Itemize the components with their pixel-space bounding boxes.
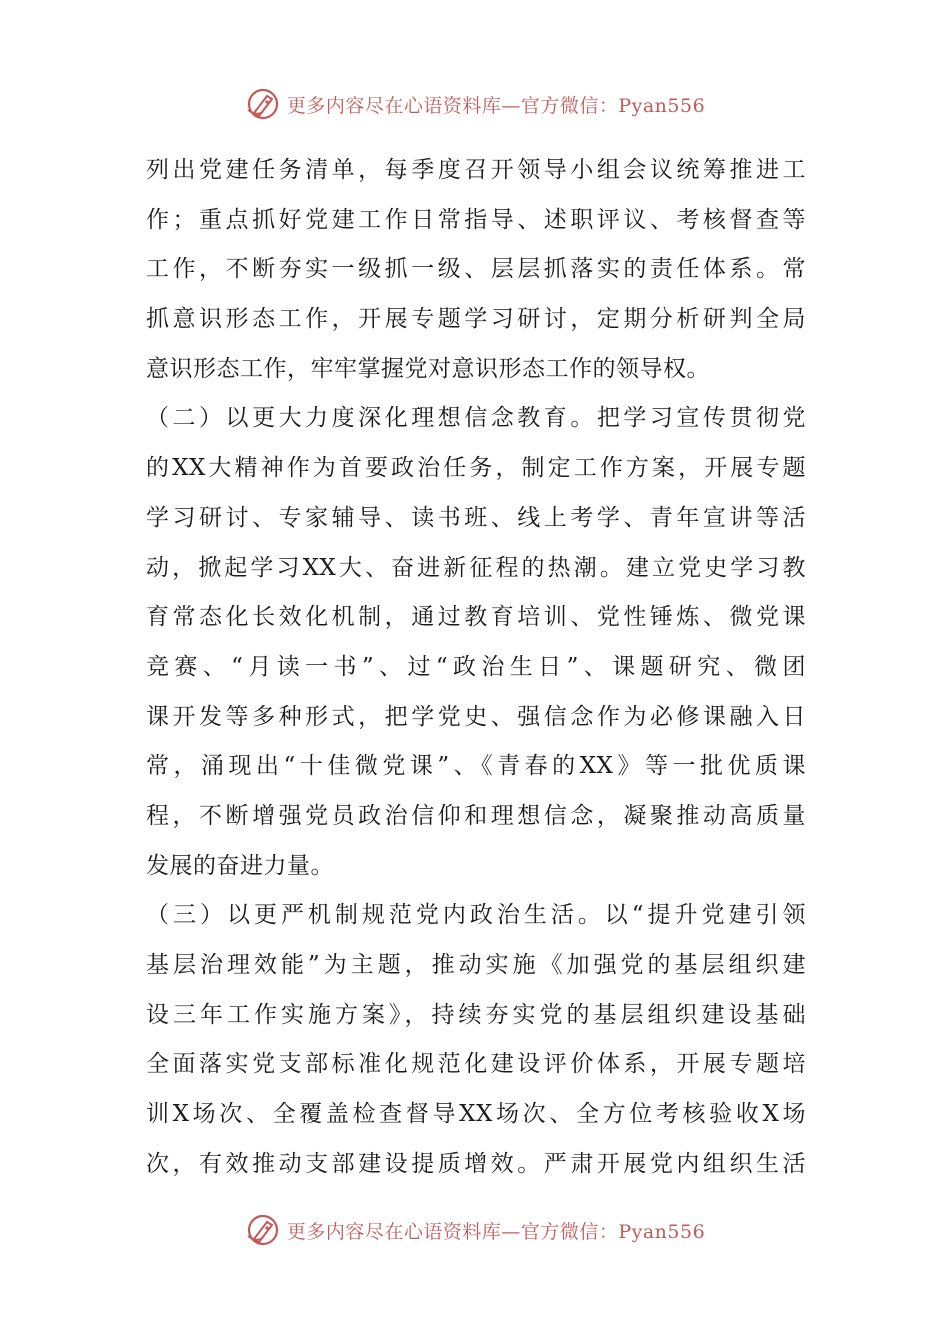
header-banner-inner bbox=[245, 86, 705, 122]
text-line: 课开发等多种形式，把学党史、强信念作为必修课融入日 bbox=[146, 703, 806, 730]
text-line: 动，掀起学习XX大、奋进新征程的热潮。建立党史学习教 bbox=[146, 554, 806, 581]
text-line: 抓意识形态工作，开展专题学习研讨，定期分析研判全局 bbox=[146, 306, 806, 333]
text-line: 基层治理效能”为主题，推动实施《加强党的基层组织建 bbox=[146, 952, 806, 978]
pen-nib-circle-icon bbox=[245, 1212, 281, 1248]
text-line: 常，涌现出“十佳微党课”、《青春的XX》等一批优质课 bbox=[146, 753, 806, 780]
text-line: 发展的奋进力量。 bbox=[146, 852, 334, 879]
text-line: 育常态化长效化机制，通过教育培训、党性锤炼、微党课 bbox=[146, 604, 806, 631]
footer-banner-inner bbox=[245, 1212, 705, 1248]
text-line: （二）以更大力度深化理想信念教育。把学习宣传贯彻党 bbox=[146, 405, 806, 432]
text-line: 工作，不断夯实一级抓一级、层层抓落实的责任体系。常 bbox=[146, 256, 806, 283]
header-banner-text: 更多内容尽在心语资料库—官方微信：Pyan556 bbox=[286, 94, 706, 117]
pen-nib-circle-icon bbox=[245, 86, 281, 122]
text-line: 的XX大精神作为首要政治任务，制定工作方案，开展专题 bbox=[146, 455, 806, 482]
text-line: 作；重点抓好党建工作日常指导、述职评议、考核督查等 bbox=[146, 206, 806, 233]
footer-banner bbox=[0, 1208, 950, 1252]
footer-banner-text: 更多内容尽在心语资料库—官方微信：Pyan556 bbox=[286, 1220, 706, 1243]
text-line: 列出党建任务清单，每季度召开领导小组会议统筹推进工 bbox=[146, 157, 806, 183]
document-body bbox=[146, 146, 806, 1189]
text-line: 设三年工作实施方案》，持续夯实党的基层组织建设基础 bbox=[146, 1001, 806, 1028]
text-line: 意识形态工作，牢牢掌握党对意识形态工作的领导权。 bbox=[146, 355, 710, 382]
text-line: 训X场次、全覆盖检查督导XX场次、全方位考核验收X场 bbox=[146, 1101, 806, 1128]
text-line: 全面落实党支部标准化规范化建设评价体系，开展专题培 bbox=[146, 1051, 806, 1078]
text-line: 学习研讨、专家辅导、读书班、线上考学、青年宣讲等活 bbox=[146, 504, 806, 531]
text-line: （三）以更严机制规范党内政治生活。以“提升党建引领 bbox=[146, 902, 806, 929]
text-line: 程，不断增强党员政治信仰和理想信念，凝聚推动高质量 bbox=[146, 802, 806, 829]
text-line: 次，有效推动支部建设提质增效。严肃开展党内组织生活 bbox=[146, 1150, 806, 1177]
header-banner bbox=[0, 82, 950, 126]
text-line: 竞赛、“月读一书”、过“政治生日”、课题研究、微团 bbox=[146, 653, 806, 680]
